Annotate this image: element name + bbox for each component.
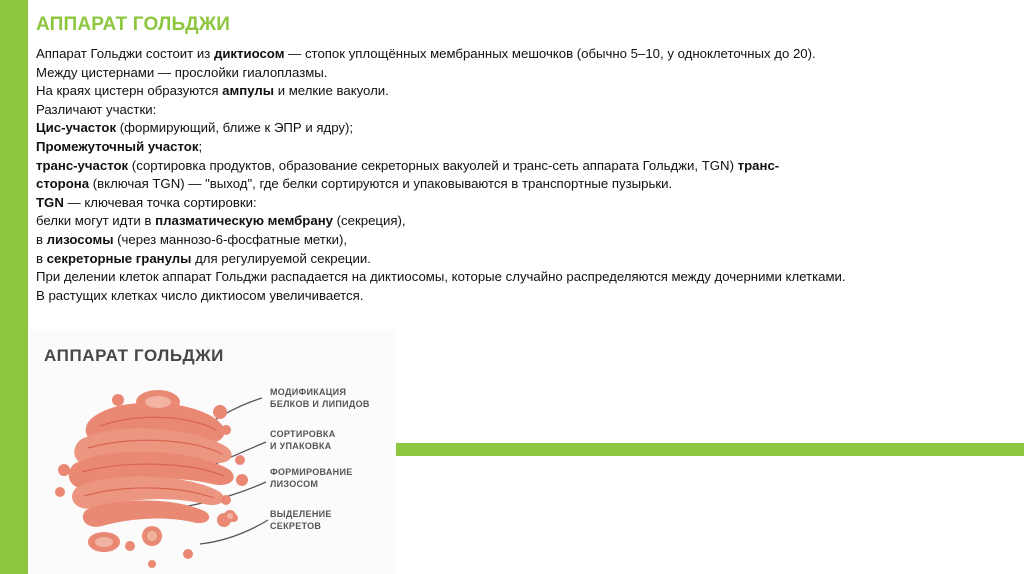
text-line: При делении клеток аппарат Гольджи распадается на диктиосомы, которые случайно распределяются между дочерними клетками. xyxy=(36,269,846,285)
divider-accent-bar xyxy=(396,443,1024,456)
text-line: В растущих клетках число диктиосом увеличивается. xyxy=(36,287,364,303)
text-line: сторона (включая TGN) — "выход", где белки сортируются и упаковываются в транспортные пузырьки. xyxy=(36,176,673,192)
leader-line xyxy=(200,520,268,544)
text-line: белки могут идти в плазматическую мембрану (секреция), xyxy=(36,213,406,229)
cisternae-stack xyxy=(69,403,234,527)
text-line: На краях цистерн образуются ампулы и мелкие вакуоли. xyxy=(36,83,389,99)
text-line: транс-участок (сортировка продуктов, образование секреторных вакуолей и транс-сеть аппарата Гольджи, TGN) транс- xyxy=(36,157,780,173)
text-line: Между цистернами — прослойки гиалоплазмы. xyxy=(36,64,328,80)
text-line: Промежуточный участок; xyxy=(36,138,203,154)
text-line: Аппарат Гольджи состоит из диктиосом — стопок уплощённых мембранных мешочков (обычно 5–10, у одноклеточных до 20). xyxy=(36,46,816,61)
text-line: TGN — ключевая точка сортировки: xyxy=(36,194,257,210)
text-line: в лизосомы (через маннозо-6-фосфатные метки), xyxy=(36,231,348,247)
label-sorting: СОРТИРОВКА И УПАКОВКА xyxy=(270,429,336,451)
text-line: Цис-участок (формирующий, ближе к ЭПР и ядру); xyxy=(36,120,354,136)
left-accent-bar xyxy=(0,0,28,574)
figure-title: АППАРАТ ГОЛЬДЖИ xyxy=(44,346,224,365)
text-line: в секреторные гранулы для регулируемой секреции. xyxy=(36,250,371,266)
text-line: Различают участки: xyxy=(36,101,157,117)
label-modification: МОДИФИКАЦИЯ БЕЛКОВ И ЛИПИДОВ xyxy=(270,387,370,409)
label-secretion: ВЫДЕЛЕНИЕ СЕКРЕТОВ xyxy=(270,509,332,531)
body-text xyxy=(36,45,1006,305)
label-lysosomes: ФОРМИРОВАНИЕ ЛИЗОСОМ xyxy=(270,467,353,489)
golgi-drawing xyxy=(30,330,396,574)
golgi-illustration xyxy=(30,330,396,574)
page-title: АППАРАТ ГОЛЬДЖИ xyxy=(36,14,231,35)
